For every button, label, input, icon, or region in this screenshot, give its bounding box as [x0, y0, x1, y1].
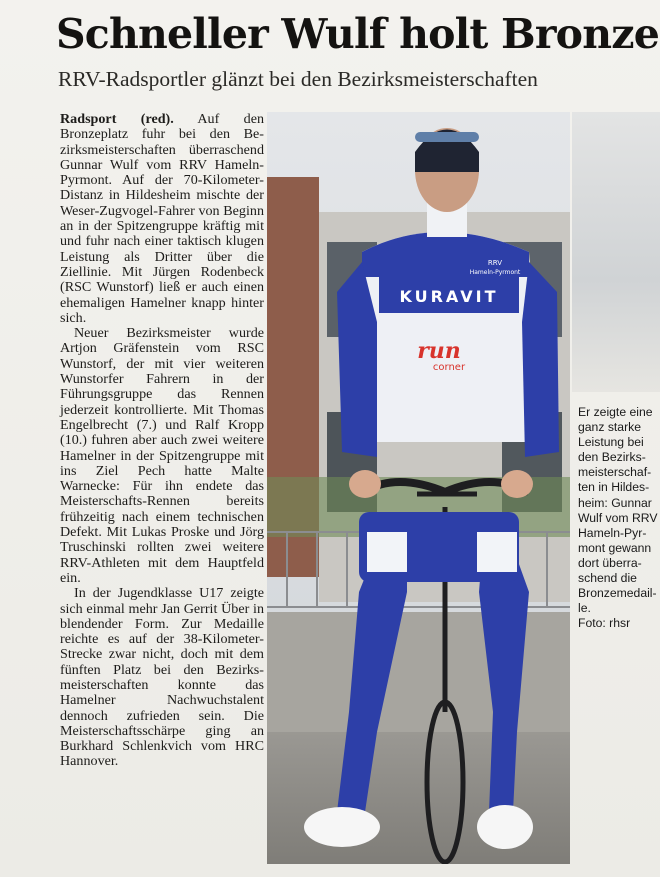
- cyclist-illustration: [267, 112, 570, 864]
- article-paragraph: [60, 112, 264, 326]
- jersey-team-text: RRV: [487, 259, 503, 267]
- background-bleed-photo: [572, 112, 660, 392]
- cyclist-photo: [267, 112, 570, 864]
- article-paragraph: In der Jugendklasse U17 zeigte sich einmal mehr Jan Gerrit Über in blendender Form. Zur Medaille reichte es auf der 38-Kilometer-Strecke zwar nicht, doch mit dem fünften Platz bei den Bezirksmeisterschaften konnte das Hamelner Nachwuchstalent dennoch zufrieden sein. Die Meisterschaftsschärpe ging an Burkhard Schlenkvich vom HRC Hannover.: [60, 585, 264, 770]
- sponsor-logo-bottom: corner: [432, 362, 466, 373]
- article-subheadline: RRV-Radsportler glänzt bei den Bezirksmeisterschaften: [58, 67, 538, 91]
- article-paragraph-text: Auf den Bronzeplatz fuhr bei den Bezirksmeisterschaften überraschend Gunnar Wulf vom RRV Hameln-Pyrmont. Auf der 70-Kilometer-Distanz in Hildesheim mischte der Weser-Zugvogel-Fahrer von Beginn an in der Spitzengruppe kräftig mit und fuhr nach einer taktisch klugen Leistung als Dritter über die Ziellinie. Mit Jürgen Rodenbeck (RSC Wunstorf) ließ er auch einen ehemaligen Hamelner knapp hinter sich.: [60, 111, 264, 326]
- article-paragraph: Neuer Bezirksmeister wurde Artjon Gräfenstein vom RSC Wunstorf, der mit vier weiteren Wunstorfer Fahrern in der Führungsgruppe das Rennen jederzeit kontrollierte. Mit Thomas Engelbrecht (7.) und Ralf Kropp (10.) fuhren aber auch zwei weitere Hamelner in der Spitzengruppe mit ins Ziel Pech hatte Malte Warnecke: Für ihn endete das Meisterschafts-Rennen bereits frühzeitig nach einem technischen Defekt. Mit Lukas Proske und Jörg Truschinski rollten zwei weitere RRV-Athleten mit dem Hauptfeld ein.: [60, 325, 264, 586]
- photo-caption: Er zeigte eine ganz starke Leistung bei den Bezirksmeisterschaften in Hildesheim: Gunnar Wulf vom RRV Hameln-Pyrmont gewann dort überraschend die Bronzemedaille. Foto: rhsr: [578, 405, 658, 631]
- sponsor-logo-top: run: [417, 338, 461, 364]
- article-headline: Schneller Wulf holt Bronze: [56, 10, 659, 58]
- article-dateline: Radsport (red).: [60, 111, 174, 127]
- article-body: [60, 112, 264, 770]
- jersey-team-sub-text: Hameln-Pyrmont: [469, 269, 521, 276]
- jersey-brand-text: KURAVIT: [399, 287, 499, 306]
